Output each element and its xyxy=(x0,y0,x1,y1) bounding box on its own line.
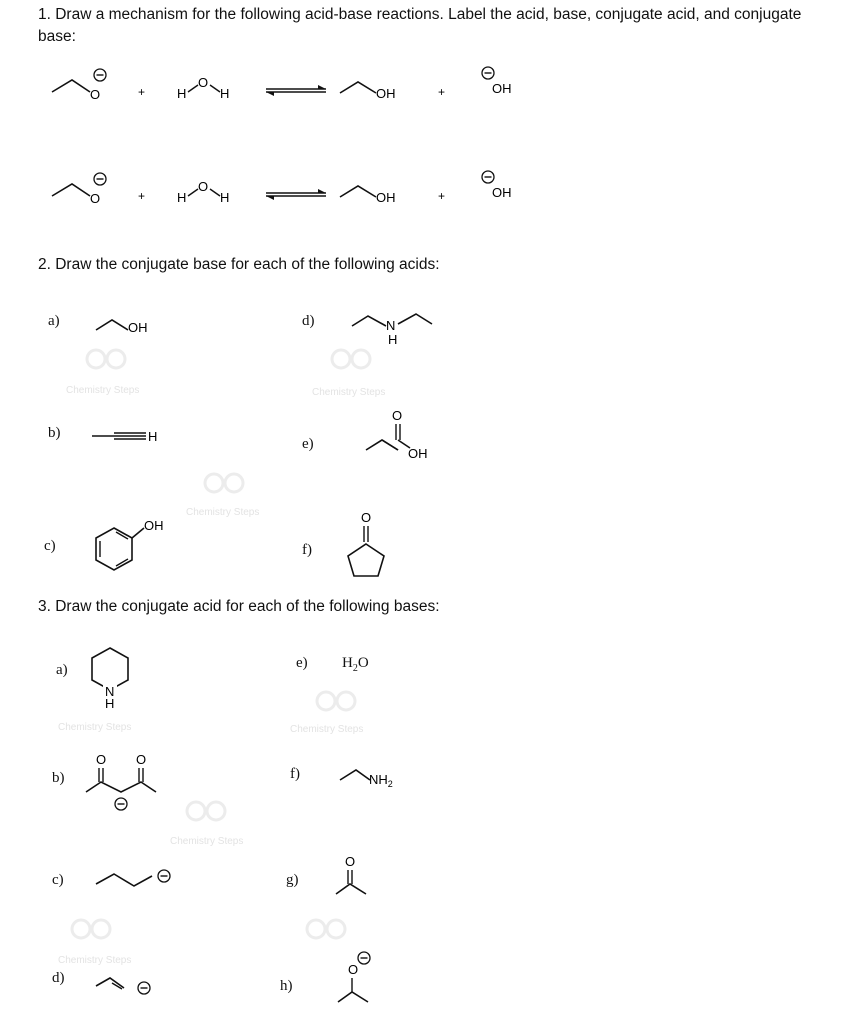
q3-label-d: d) xyxy=(52,970,65,986)
ethanol-chain xyxy=(340,82,376,93)
watermark-logo xyxy=(80,348,140,370)
q2e-propanoic-acid xyxy=(360,404,470,464)
q3-label-e: e) xyxy=(296,655,308,671)
water-h-right: H xyxy=(220,86,230,101)
q3a-n: N xyxy=(105,684,115,699)
ethoxide-reactant xyxy=(52,80,90,92)
q3-label-g: g) xyxy=(286,872,299,888)
water-oxygen: O xyxy=(198,75,209,90)
hydroxide: OH xyxy=(492,81,512,96)
q2-label-d: d) xyxy=(302,313,315,329)
q2f-o: O xyxy=(361,510,372,525)
q3-label-f: f) xyxy=(290,766,300,782)
plus-sign: + xyxy=(438,85,446,99)
watermark-text: Chemistry Steps xyxy=(58,955,132,966)
q2-label-a: a) xyxy=(48,313,60,329)
watermark-logo xyxy=(65,918,125,940)
watermark-logo xyxy=(310,690,370,712)
watermark-text: Chemistry Steps xyxy=(66,385,140,396)
question-2-heading: 2. Draw the conjugate base for each of the following acids: xyxy=(38,256,440,273)
water-h-left: H xyxy=(177,190,187,205)
charge-icon xyxy=(158,870,170,882)
question-3-heading: 3. Draw the conjugate acid for each of the following bases: xyxy=(38,598,440,615)
q3c-propyl-anion xyxy=(92,864,192,894)
ethanol-oh: OH xyxy=(376,190,396,205)
plus-sign: + xyxy=(138,189,146,203)
q3b-o1: O xyxy=(96,752,107,767)
q3d-vinyl-anion xyxy=(92,970,192,1000)
watermark-logo xyxy=(300,918,360,940)
q3h-isopropoxide xyxy=(330,946,390,1010)
q2b-h: H xyxy=(148,429,158,444)
q2c-benzyl-alcohol xyxy=(84,510,194,580)
q3-label-b: b) xyxy=(52,770,65,786)
q3-label-a: a) xyxy=(56,662,68,678)
q2d-n: N xyxy=(386,318,396,333)
plus-sign: + xyxy=(438,189,446,203)
q2-label-b: b) xyxy=(48,425,61,441)
equilibrium-arrow-icon xyxy=(266,85,326,96)
charge-icon xyxy=(94,173,106,185)
q3f-nh: $NH_2$ xyxy=(369,772,393,789)
water-oxygen: O xyxy=(198,179,209,194)
q2-label-c: c) xyxy=(44,538,56,554)
watermark-text: Chemistry Steps xyxy=(186,507,260,518)
watermark-logo xyxy=(180,800,240,822)
charge-icon xyxy=(482,171,494,183)
watermark-text: Chemistry Steps xyxy=(58,722,132,733)
hydroxide: OH xyxy=(492,185,512,200)
q2-label-f: f) xyxy=(302,542,312,558)
q3b-acetylacetonate xyxy=(80,748,180,816)
q3a-h: H xyxy=(105,696,115,711)
q3b-o2: O xyxy=(136,752,147,767)
charge-icon xyxy=(115,798,127,810)
watermark-text: Chemistry Steps xyxy=(170,836,244,847)
q2-label-e: e) xyxy=(302,436,314,452)
q3e-sub: 2 xyxy=(352,663,358,674)
q3e-water xyxy=(342,655,369,674)
ethoxide-oxygen: O xyxy=(90,191,101,206)
q3f-sub: 2 xyxy=(387,779,393,789)
charge-icon xyxy=(138,982,150,994)
q2b-propyne xyxy=(86,424,186,448)
q2f-cyclopentanone xyxy=(340,508,400,582)
plus-sign: + xyxy=(138,85,146,99)
ethanol-oh: OH xyxy=(376,86,396,101)
ethoxide-oxygen: O xyxy=(90,87,101,102)
charge-icon xyxy=(482,67,494,79)
question-1-heading: 1. Draw a mechanism for the following acid-base reactions. Label the acid, base, conjugate acid, and conjugate base: xyxy=(38,6,802,45)
q2a-ethanol xyxy=(90,308,170,338)
q2d-h: H xyxy=(388,332,398,347)
q2c-oh: OH xyxy=(144,518,164,533)
reaction-2 xyxy=(40,164,560,214)
q3-label-h: h) xyxy=(280,978,293,994)
q2e-oh: OH xyxy=(408,446,428,461)
q3-label-c: c) xyxy=(52,872,64,888)
reaction-1 xyxy=(40,60,560,110)
water-h-left: H xyxy=(177,86,187,101)
q3g-o: O xyxy=(345,854,356,869)
q2d-diethylamine xyxy=(346,306,446,352)
charge-icon xyxy=(358,952,370,964)
q2a-oh: OH xyxy=(128,320,148,335)
q2e-o: O xyxy=(392,408,403,423)
q3h-o: O xyxy=(348,962,359,977)
equilibrium-arrow-icon xyxy=(266,189,326,200)
watermark-logo xyxy=(198,472,258,494)
water-h-right: H xyxy=(220,190,230,205)
q3f-ethylamine xyxy=(336,762,436,792)
q3e-h: H xyxy=(342,655,353,671)
charge-icon xyxy=(94,69,106,81)
q3e-o: O xyxy=(357,655,369,671)
q3g-acetone xyxy=(330,852,390,900)
watermark-text: Chemistry Steps xyxy=(290,724,364,735)
watermark-text: Chemistry Steps xyxy=(312,387,386,398)
q3a-piperidine xyxy=(84,640,144,714)
